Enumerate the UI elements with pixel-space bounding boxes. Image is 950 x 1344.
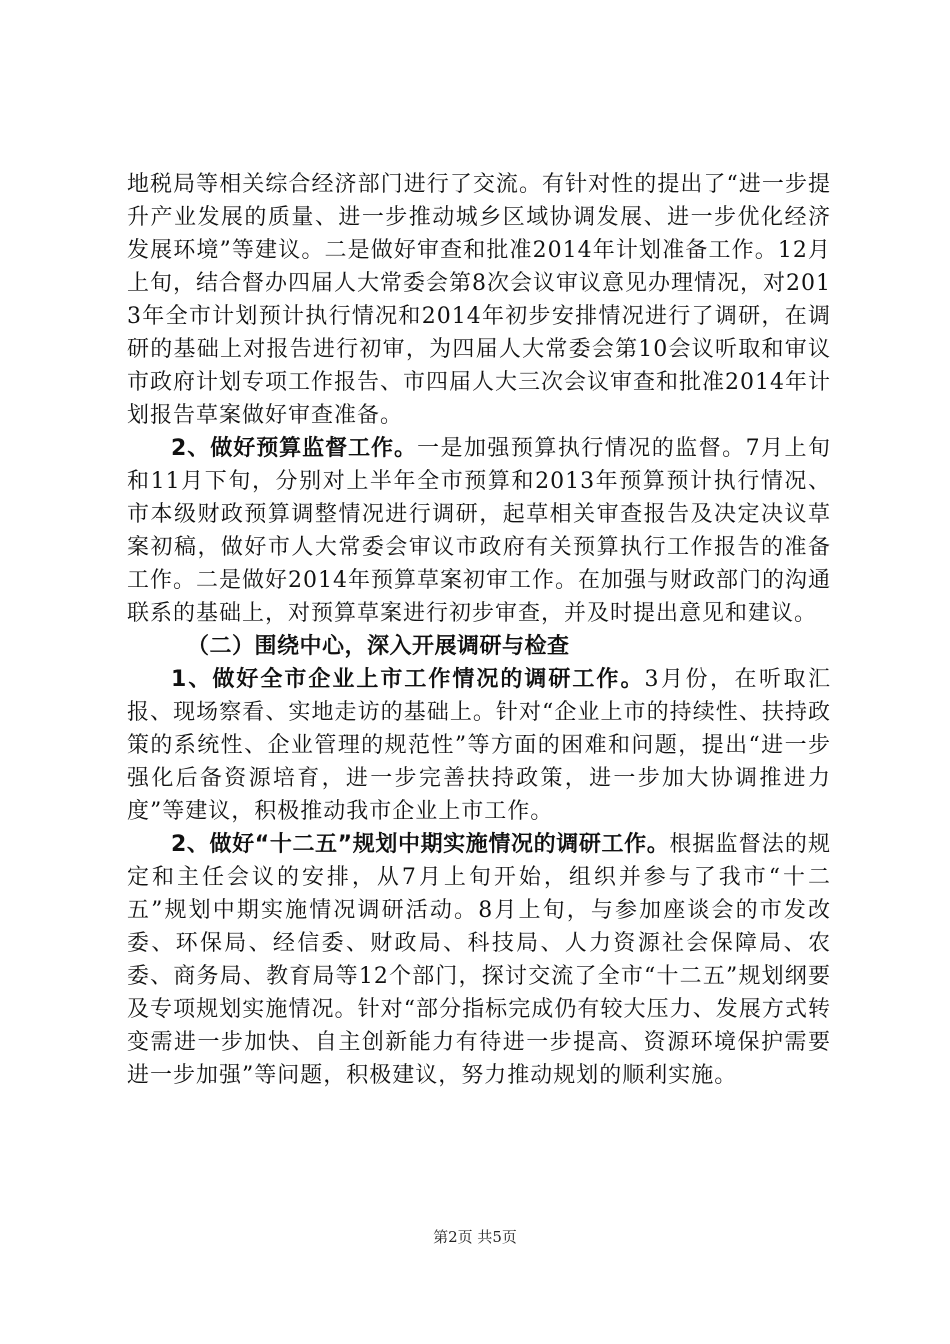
page-number: 第2页 共5页 [433,1228,517,1246]
page-footer [0,1226,950,1247]
paragraph-text: 3月份，在听取汇报、现场察看、实地走访的基础上。针对“企业上市的持续性、扶持政策的系统性、企业管理的规范性”等方面的困难和问题，提出“进一步强化后备资源培育，进一步完善扶持政策，进一步加大协调推进力度”等建议，积极推动我市企业上市工作。 [127,667,831,824]
paragraph-budget-supervision [127,432,831,630]
paragraph-lead: 2、做好预算监督工作。 [171,436,417,461]
paragraph-lead: 1、做好全市企业上市工作情况的调研工作。 [171,667,645,692]
paragraph-ipo-research [127,663,831,828]
paragraph-five-year-plan [127,828,831,1092]
section-heading: （二）围绕中心，深入开展调研与检查 [187,634,570,659]
paragraph-text: 根据监督法的规定和主任会议的安排，从7月上旬开始，组织并参与了我市“十二五”规划中期实施情况调研活动。8月上旬，与参加座谈会的市发改委、环保局、经信委、财政局、科技局、人力资源社会保障局、农委、商务局、教育局等12个部门，探讨交流了全市“十二五”规划纲要及专项规划实施情况。针对“部分指标完成仍有较大压力、发展方式转变需进一步加快、自主创新能力有待进一步提高、资源环境保护需要进一步加强”等问题，积极建议，努力推动规划的顺利实施。 [127,832,831,1088]
paragraph-text: 地税局等相关综合经济部门进行了交流。有针对性的提出了“进一步提升产业发展的质量、进一步推动城乡区域协调发展、进一步优化经济发展环境”等建议。二是做好审查和批准2014年计划准备工作。12月上旬，结合督办四届人大常委会第8次会议审议意见办理情况，对2013年全市计划预计执行情况和2014年初步安排情况进行了调研，在调研的基础上对报告进行初审，为四届人大常委会第10会议听取和审议市政府计划专项工作报告、市四届人大三次会议审查和批准2014年计划报告草案做好审查准备。 [127,172,831,428]
paragraph-lead: 2、做好“十二五”规划中期实施情况的调研工作。 [171,832,670,857]
paragraph-text: 一是加强预算执行情况的监督。7月上旬和11月下旬，分别对上半年全市预算和2013年预算预计执行情况、市本级财政预算调整情况进行调研，起草相关审查报告及决定决议草案初稿，做好市人大常委会审议市政府有关预算执行工作报告的准备工作。二是做好2014年预算草案初审工作。在加强与财政部门的沟通联系的基础上，对预算草案进行初步审查，并及时提出意见和建议。 [127,436,832,626]
paragraph-continuation [127,168,831,432]
document-body [127,168,831,1092]
